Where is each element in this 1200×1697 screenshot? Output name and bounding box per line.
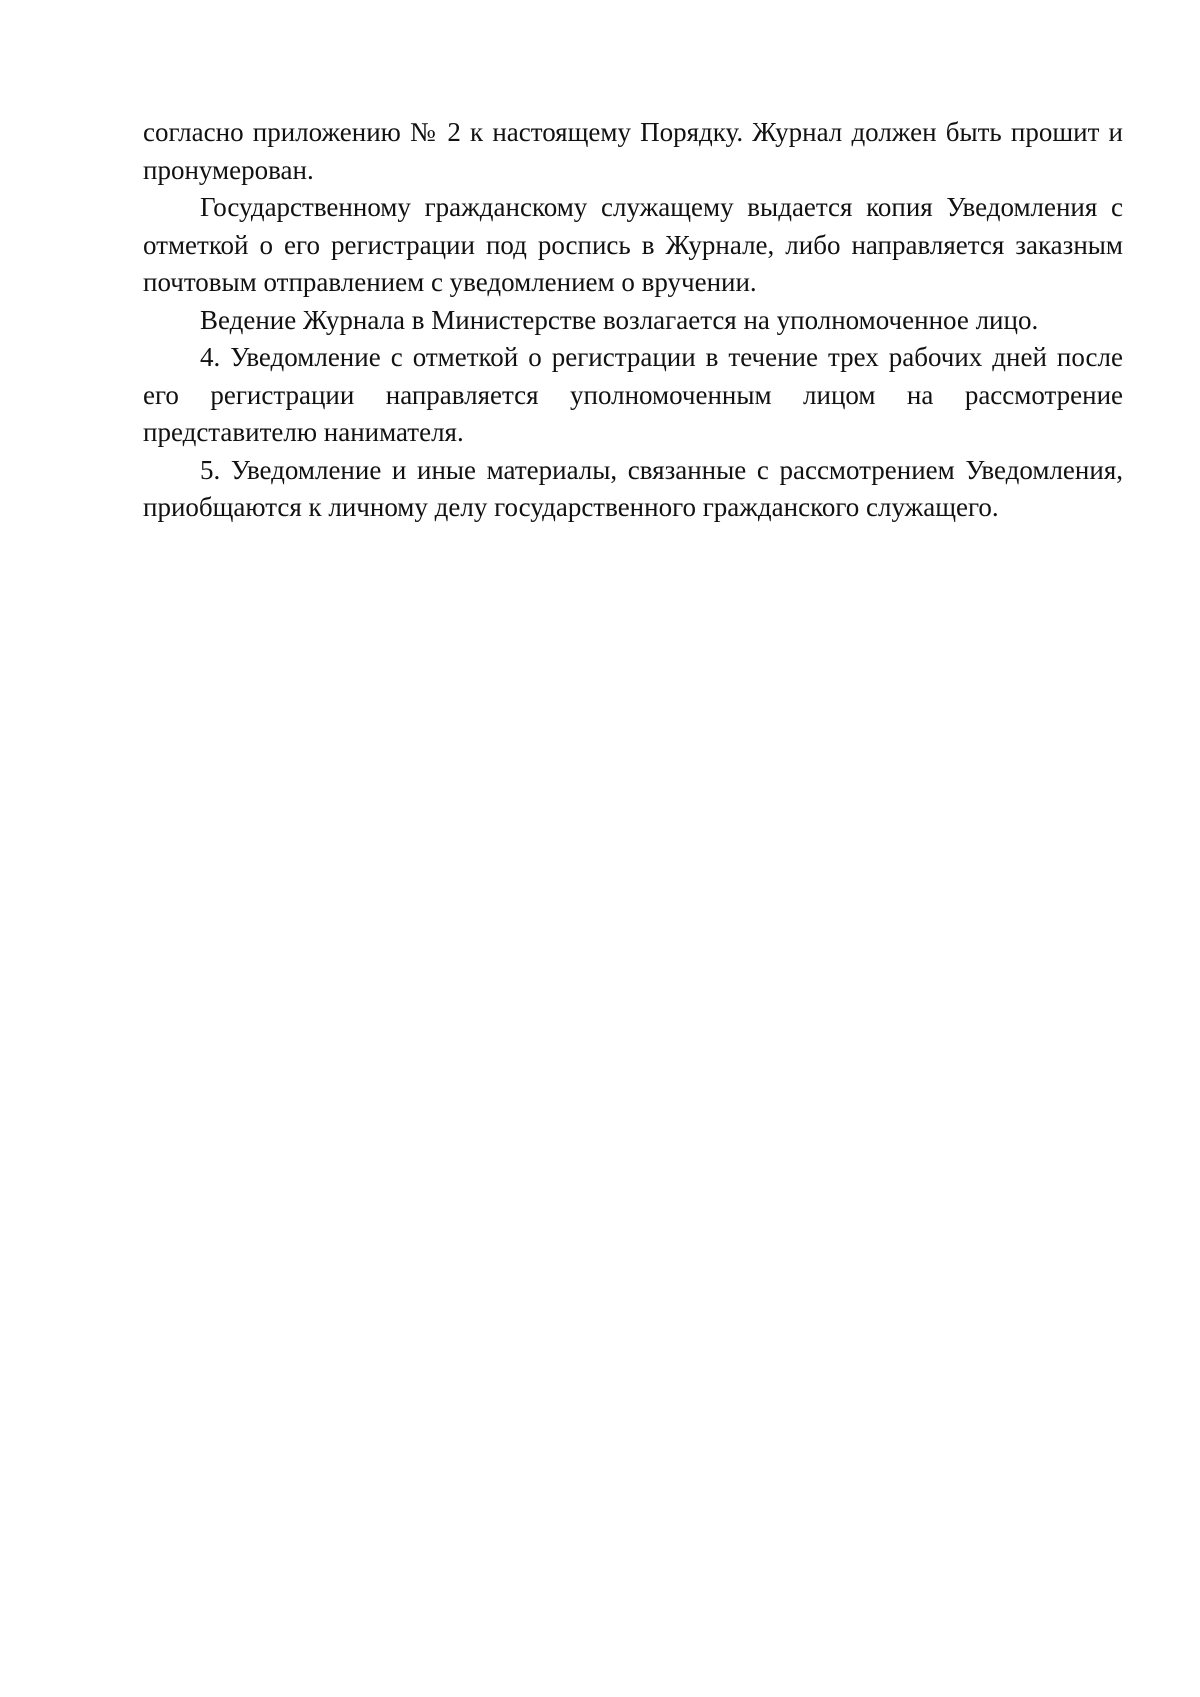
document-body — [143, 114, 1123, 527]
paragraph-item-5: 5. Уведомление и иные материалы, связанные с рассмотрением Уведомления, приобщаются к личному делу государственного гражданского служащего. — [143, 454, 1123, 522]
paragraph-item-4: 4. Уведомление с отметкой о регистрации в течение трех рабочих дней после его регистрации направляется уполномоченным лицом на рассмотрение представителю нанимателя. — [143, 342, 1123, 447]
paragraph-journal-keeping: Ведение Журнала в Министерстве возлагается на уполномоченное лицо. — [200, 304, 1039, 335]
paragraph-copy-issuance: Государственному гражданскому служащему выдается копия Уведомления с отметкой о его регистрации под роспись в Журнале, либо направляется заказным почтовым отправлением с уведомлением о вручении. — [143, 192, 1123, 297]
paragraph-continuation: согласно приложению № 2 к настоящему Порядку. Журнал должен быть прошит и пронумерован. — [143, 117, 1123, 185]
